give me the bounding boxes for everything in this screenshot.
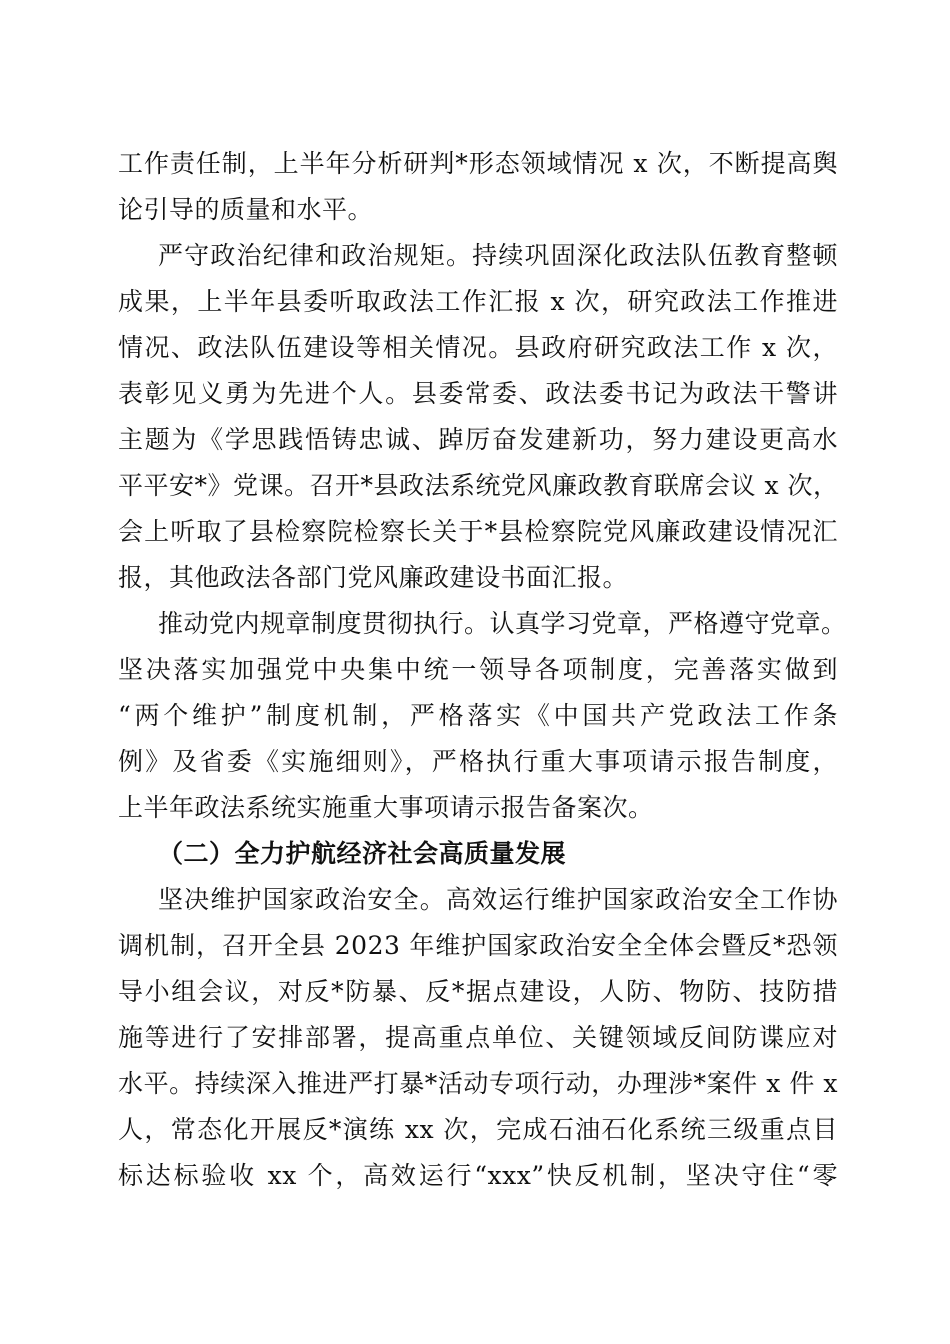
text-line: 论引导的质量和水平。 xyxy=(118,195,374,224)
text-line: “两个维护”制度机制，严格落实《中国共产党政法工作条 xyxy=(118,701,838,730)
text-line: 坚决落实加强党中央集中统一领导各项制度，完善落实做到 xyxy=(118,655,838,684)
text-line: 标达标验收 xx 个，高效运行“xxx”快反机制，坚决守住“零 xyxy=(118,1161,838,1190)
text-line: 成果，上半年县委听取政法工作汇报 x 次，研究政法工作推进 xyxy=(118,287,838,316)
text-line: 施等进行了安排部署，提高重点单位、关键领域反间防谍应对 xyxy=(118,1023,838,1052)
section-heading: （二）全力护航经济社会高质量发展 xyxy=(158,839,567,868)
text-line: 水平。持续深入推进严打暴*活动专项行动，办理涉*案件 x 件 x xyxy=(118,1069,838,1098)
paragraph-lead-line: 严守政治纪律和政治规矩。持续巩固深化政法队伍教育整顿 xyxy=(158,241,838,270)
text-line: 主题为《学思践悟铸忠诚、踔厉奋发建新功，努力建设更高水 xyxy=(118,425,838,454)
text-line: 人，常态化开展反*演练 xx 次，完成石油石化系统三级重点目 xyxy=(118,1115,838,1144)
text-line: 工作责任制，上半年分析研判*形态领域情况 x 次，不断提高舆 xyxy=(118,149,838,178)
text-line: 例》及省委《实施细则》，严格执行重大事项请示报告制度， xyxy=(118,747,838,776)
text-line: 报，其他政法各部门党风廉政建设书面汇报。 xyxy=(118,563,629,592)
text-line: 表彰见义勇为先进个人。县委常委、政法委书记为政法干警讲 xyxy=(118,379,838,408)
text-line: 平平安*》党课。召开*县政法系统党风廉政教育联席会议 x 次， xyxy=(118,471,839,500)
text-line: 会上听取了县检察院检察长关于*县检察院党风廉政建设情况汇 xyxy=(118,517,838,546)
text-line: 上半年政法系统实施重大事项请示报告备案次。 xyxy=(118,793,654,822)
text-line: 情况、政法队伍建设等相关情况。县政府研究政法工作 x 次， xyxy=(118,333,838,362)
paragraph-lead-line: 坚决维护国家政治安全。高效运行维护国家政治安全工作协 xyxy=(158,885,838,914)
text-line: 调机制，召开全县 2023 年维护国家政治安全全体会暨反*恐领 xyxy=(118,931,838,960)
text-line: 导小组会议，对反*防暴、反*据点建设，人防、物防、技防措 xyxy=(118,977,838,1006)
paragraph-lead-line: 推动党内规章制度贯彻执行。认真学习党章，严格遵守党章。 xyxy=(158,609,847,638)
